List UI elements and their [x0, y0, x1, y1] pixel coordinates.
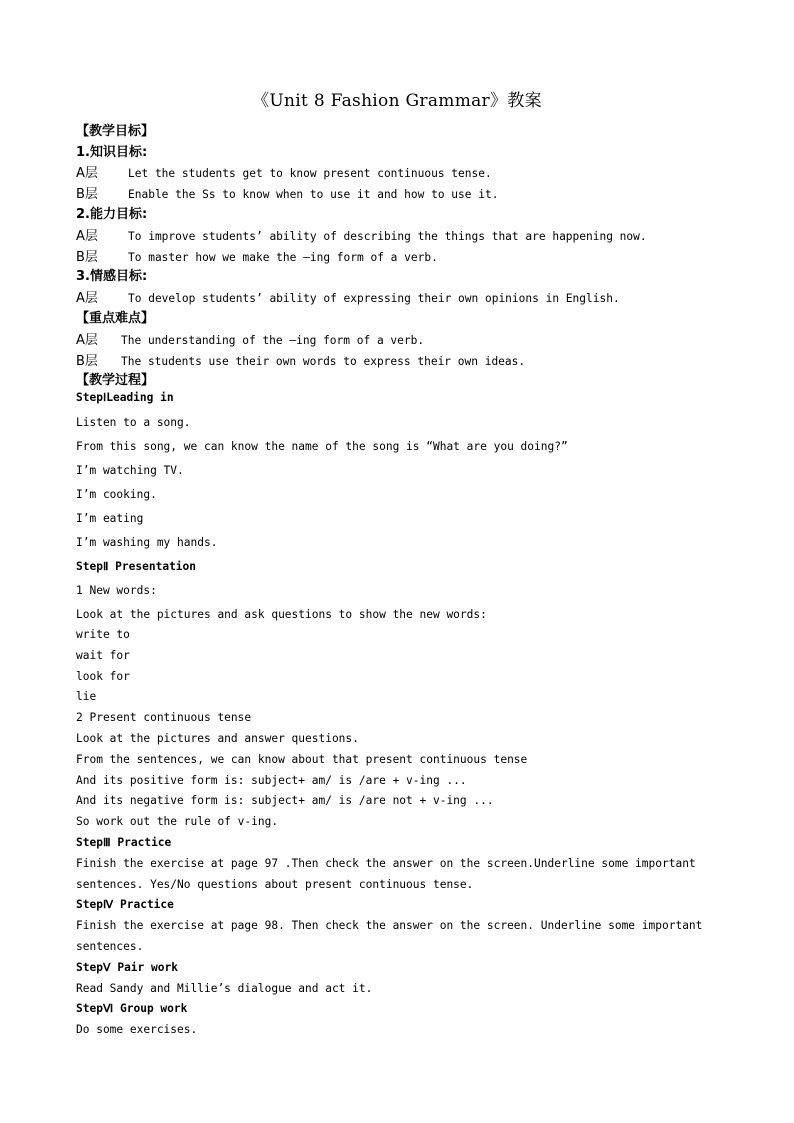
- step-2-line: wait for: [76, 649, 130, 662]
- ability-heading: 2.能力目标:: [76, 207, 148, 222]
- key-points-a-row: [76, 329, 424, 348]
- objective-text: Let the students get to know present continuous tense.: [128, 167, 492, 180]
- level-label: B层: [76, 250, 98, 265]
- level-label: A层: [76, 229, 98, 244]
- step-1-title: StepⅠLeading in: [76, 391, 174, 404]
- step-5-title: StepⅤ Pair work: [76, 961, 178, 974]
- step-1-line: From this song, we can know the name of the song is “What are you doing?”: [76, 440, 568, 453]
- level-label: A层: [76, 166, 98, 181]
- objective-text: Enable the Ss to know when to use it and how to use it.: [128, 188, 499, 201]
- step-4-line: Finish the exercise at page 98. Then check the answer on the screen. Underline some important: [76, 919, 703, 932]
- level-label: B层: [76, 354, 98, 369]
- ability-a-row: [76, 225, 647, 244]
- step-4-line: sentences.: [76, 940, 144, 953]
- step-6-line: Do some exercises.: [76, 1023, 198, 1036]
- step-1-line: I’m cooking.: [76, 488, 157, 501]
- step-1-line: I’m eating: [76, 512, 144, 525]
- level-label: B层: [76, 187, 98, 202]
- step-3-title: StepⅢ Practice: [76, 836, 172, 849]
- step-2-line: Look at the pictures and answer questions.: [76, 732, 359, 745]
- level-label: A层: [76, 333, 98, 348]
- key-point-text: The understanding of the –ing form of a verb.: [121, 334, 425, 347]
- step-2-line: lie: [76, 690, 97, 703]
- step-2-line: From the sentences, we can know about that present continuous tense: [76, 753, 528, 766]
- step-2-line: 2 Present continuous tense: [76, 711, 252, 724]
- step-2-title: StepⅡ Presentation: [76, 560, 197, 573]
- step-2-line: look for: [76, 670, 130, 683]
- level-label: A层: [76, 291, 98, 306]
- objective-text: To develop students’ ability of expressing their own opinions in English.: [128, 292, 620, 305]
- key-points-heading: 【重点难点】: [76, 311, 155, 326]
- key-points-b-row: [76, 350, 525, 369]
- step-5-line: Read Sandy and Millie’s dialogue and act it.: [76, 982, 373, 995]
- step-1-line: Listen to a song.: [76, 416, 191, 429]
- ability-b-row: [76, 246, 438, 265]
- emotion-heading: 3.情感目标:: [76, 269, 148, 284]
- step-2-line: So work out the rule of v-ing.: [76, 815, 279, 828]
- step-3-line: Finish the exercise at page 97 .Then check the answer on the screen.Underline some important: [76, 857, 696, 870]
- document-title: 《Unit 8 Fashion Grammar》教案: [252, 91, 542, 111]
- step-2-line: 1 New words:: [76, 584, 157, 597]
- objectives-heading: 【教学目标】: [76, 124, 155, 139]
- step-2-line: And its positive form is: subject+ am/ is /are + v-ing ...: [76, 774, 467, 787]
- knowledge-heading: 1.知识目标:: [76, 145, 148, 160]
- step-2-line: Look at the pictures and ask questions to show the new words:: [76, 608, 487, 621]
- objective-text: To master how we make the –ing form of a verb.: [128, 251, 438, 264]
- objective-text: To improve students’ ability of describing the things that are happening now.: [128, 230, 647, 243]
- knowledge-a-row: [76, 162, 492, 181]
- step-1-line: I’m washing my hands.: [76, 536, 218, 549]
- key-point-text: The students use their own words to express their own ideas.: [121, 355, 526, 368]
- step-2-line: write to: [76, 628, 130, 641]
- step-3-line: sentences. Yes/No questions about present continuous tense.: [76, 878, 474, 891]
- process-heading: 【教学过程】: [76, 373, 155, 388]
- emotion-a-row: [76, 287, 620, 306]
- step-1-line: I’m watching TV.: [76, 464, 184, 477]
- step-4-title: StepⅣ Practice: [76, 898, 174, 911]
- step-6-title: StepⅥ Group work: [76, 1002, 188, 1015]
- knowledge-b-row: [76, 183, 498, 202]
- step-2-line: And its negative form is: subject+ am/ is /are not + v-ing ...: [76, 794, 494, 807]
